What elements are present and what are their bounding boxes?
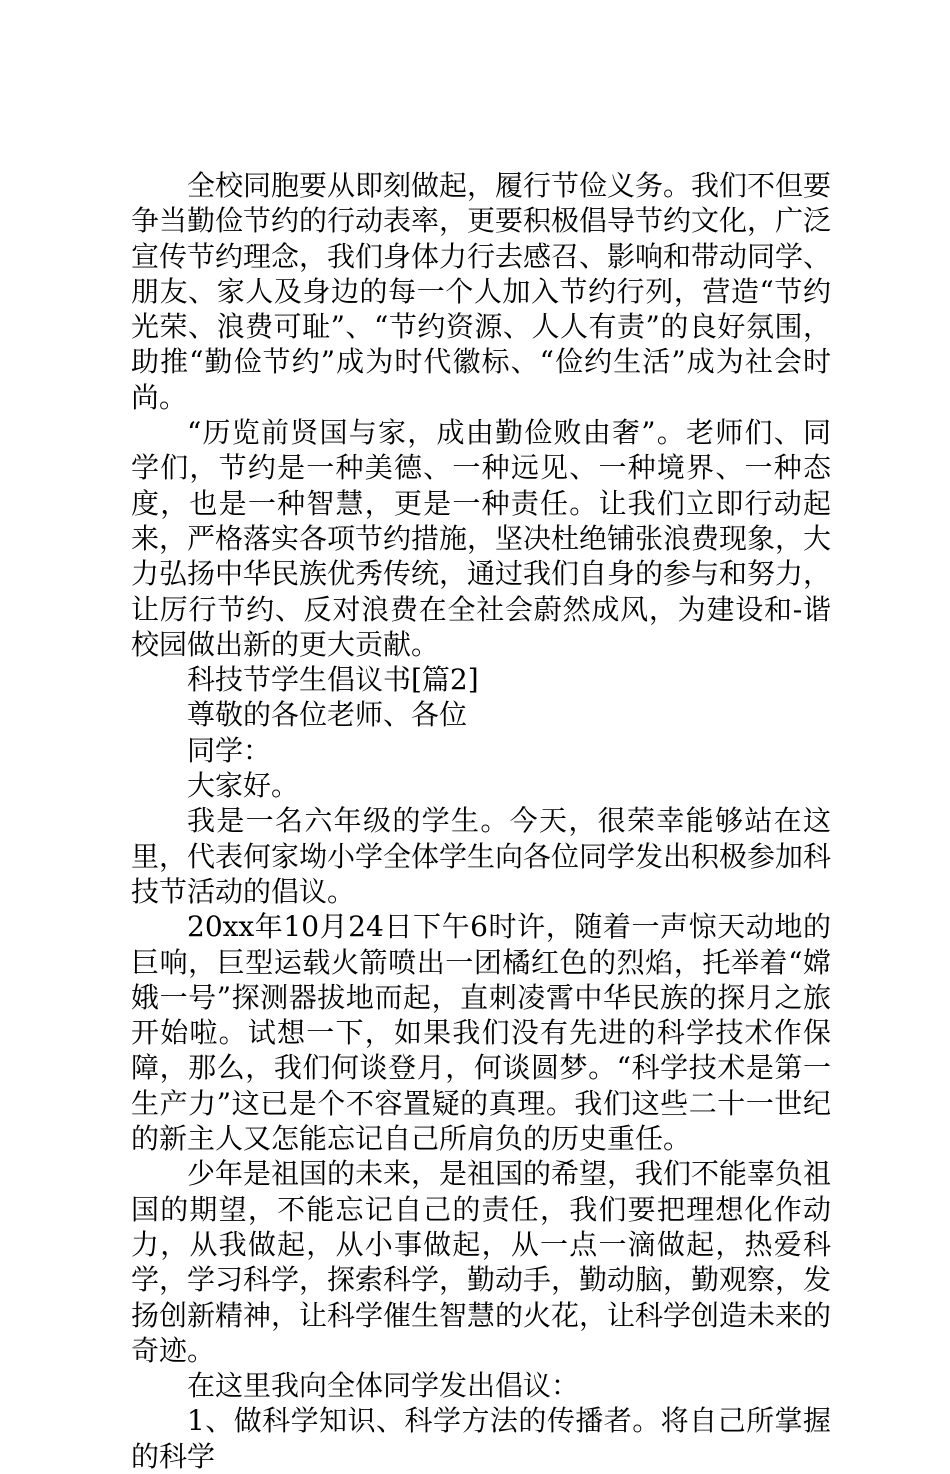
salutation-teachers: 尊敬的各位老师、各位 (187, 698, 468, 732)
paragraph-youth-future: 少年是祖国的未来，是祖国的希望，我们不能辜负祖国的期望，不能忘记自己的责任，我们要把理想化作动力，从我做起，从小事做起，从一点一滴做起，热爱科学，学习科学，探索科学，勤动手，勤动脑，勤观察，发扬创新精神，让科学催生智慧的火花，让科学创造未来的奇迹。 (131, 1157, 832, 1367)
paragraph-introduction: 我是一名六年级的学生。今天，很荣幸能够站在这里，代表何家坳小学全体学生向各位同学发出积极参加科技节活动的倡议。 (131, 804, 832, 908)
greeting: 大家好。 (187, 769, 300, 803)
paragraph-thrift-virtue: “历览前贤国与家，成由勤俭败由奢”。老师们、同学们，节约是一种美德、一种远见、一种境界、一种态度，也是一种智慧，更是一种责任。让我们立即行动起来，严格落实各项节约措施，坚决杜绝铺张浪费现象，大力弘扬中华民族优秀传统，通过我们自身的参与和努力，让厉行节约、反对浪费在全社会蔚然成风，为建设和-谐校园做出新的更大贡献。 (131, 416, 832, 661)
list-item-1: 1、做科学知识、科学方法的传播者。将自己所掌握的科学 (131, 1404, 831, 1473)
document-body (131, 168, 831, 1474)
paragraph-lunar-probe: 20xx年10月24日下午6时许，随着一声惊天动地的巨响，巨型运载火箭喷出一团橘红色的烈焰，托举着“嫦娥一号”探测器拔地而起，直刺凌霄中华民族的探月之旅开始啦。试想一下，如果我们没有先进的科学技术作保障，那么，我们何谈登月，何谈圆梦。“科学技术是第一生产力”这已是个不容置疑的真理。我们这些二十一世纪的新主人又怎能忘记自己所肩负的历史重任。 (131, 910, 831, 1156)
paragraph-thrift-duty: 全校同胞要从即刻做起，履行节俭义务。我们不但要争当勤俭节约的行动表率，更要积极倡导节约文化，广泛宣传节约理念，我们身体力行去感召、影响和带动同学、朋友、家人及身边的每一个人加入节约行列，营造“节约光荣、浪费可耻”、“节约资源、人人有责”的良好氛围，助推“勤俭节约”成为时代徽标、“俭约生活”成为社会时尚。 (131, 169, 832, 414)
section-heading-part-2: 科技节学生倡议书[篇2] (187, 663, 479, 697)
salutation-students: 同学： (187, 733, 272, 767)
paragraph-call-to-action: 在这里我向全体同学发出倡议： (187, 1369, 580, 1403)
